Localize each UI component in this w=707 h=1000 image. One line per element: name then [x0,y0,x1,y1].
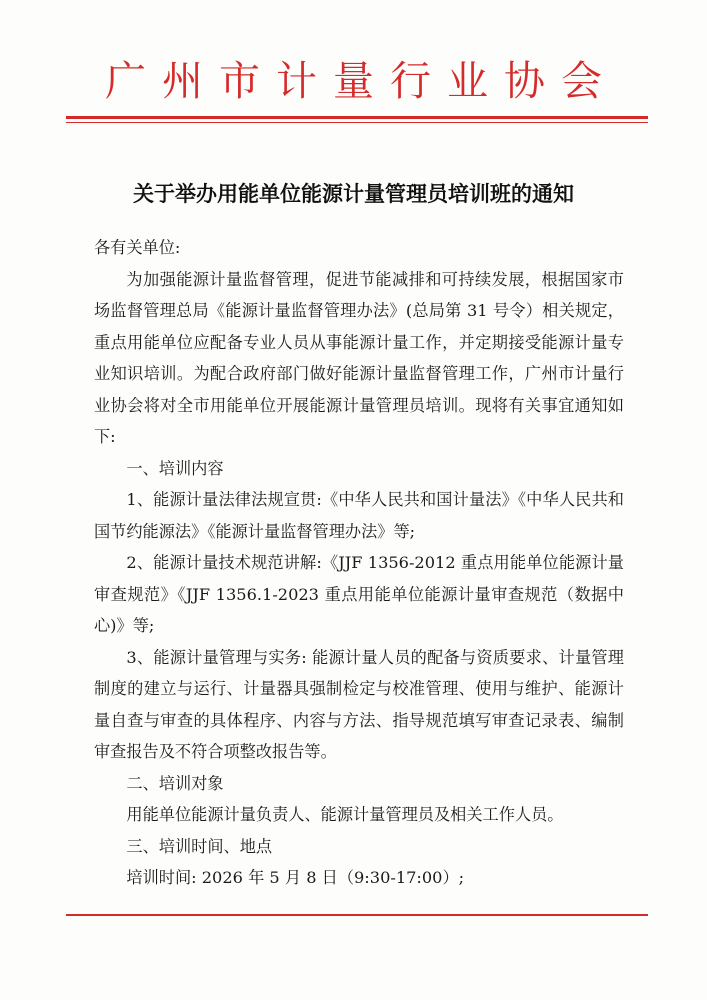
notice-body [94,232,624,894]
salutation: 各有关单位: [94,238,181,257]
footer-rule [66,914,648,916]
notice-title: 关于举办用能单位能源计量管理员培训班的通知 [133,182,574,206]
letterhead-rule-thin [66,122,648,123]
content-item-2: 2、能源计量技术规范讲解:《JJF 1356-2012 重点用能单位能源计量审查规范》《JJF 1356.1-2023 重点用能单位能源计量审查规范（数据中心)》等; [94,553,624,635]
content-item-1: 1、能源计量法律法规宣贯:《中华人民共和国计量法》《中华人民共和国节约能源法》《能源计量监督管理办法》等; [94,490,624,541]
section-heading-content: 一、培训内容 [126,458,224,478]
organization-letterhead: 广州市计量行业协会 [105,57,618,105]
section-heading-time-place: 三、培训时间、地点 [126,836,273,856]
training-time: 培训时间: 2026 年 5 月 8 日（9:30-17:00）; [126,868,465,887]
audience-item: 用能单位能源计量负责人、能源计量管理员及相关工作人员。 [126,805,564,824]
intro-paragraph: 为加强能源计量监督管理，促进节能减排和可持续发展，根据国家市场监督管理总局《能源计量监督管理办法》(总局第 31 号令）相关规定，重点用能单位应配备专业人员从事能源计量工作，并定期接受能源计量专业知识培训。为配合政府部门做好能源计量监督管理工作，广州市计量行业协会将对全市用能单位开展能源计量管理员培训。现将有关事宜通知如下: [94,269,624,446]
section-heading-audience: 二、培训对象 [126,773,224,793]
letterhead-rule-thick [66,116,648,119]
content-item-3: 3、能源计量管理与实务: 能源计量人员的配备与资质要求、计量管理制度的建立与运行、计量器具强制检定与校准管理、使用与维护、能源计量自查与审查的具体程序、内容与方法、指导规范填写审查记录表、编制审查报告及不符合项整改报告等。 [94,647,624,761]
